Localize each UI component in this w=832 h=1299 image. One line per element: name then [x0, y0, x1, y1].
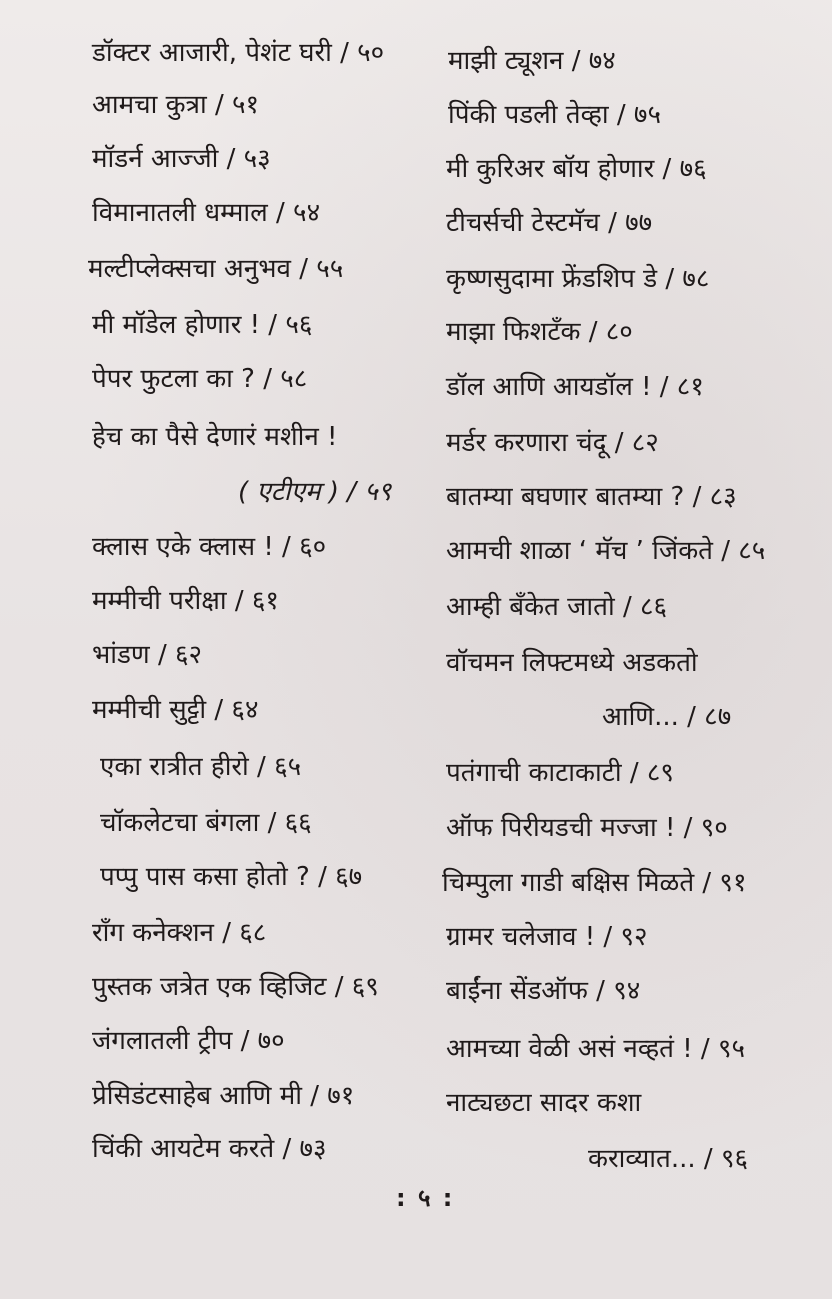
toc-entry: क्लास एके क्लास ! / ६० [92, 532, 327, 562]
toc-entry: ग्रामर चलेजाव ! / ९२ [446, 922, 648, 952]
toc-entry: पुस्तक जत्रेत एक व्हिजिट / ६९ [92, 972, 379, 1002]
toc-entry: मल्टीप्लेक्सचा अनुभव / ५५ [88, 254, 344, 284]
toc-entry-continuation: कराव्यात... / ९६ [588, 1144, 748, 1174]
toc-entry: एका रात्रीत हीरो / ६५ [100, 752, 302, 782]
toc-entry: आमच्या वेळी असं नव्हतं ! / ९५ [446, 1034, 746, 1064]
toc-entry: वॉचमन लिफ्टमध्ये अडकतो [446, 648, 698, 678]
toc-entry: माझी ट्यूशन / ७४ [448, 46, 616, 76]
toc-entry: डॉल आणि आयडॉल ! / ८१ [446, 372, 704, 402]
toc-entry-continuation: आणि... / ८७ [602, 702, 732, 732]
toc-entry: चॉकलेटचा बंगला / ६६ [100, 808, 312, 838]
toc-entry: जंगलातली ट्रीप / ७० [92, 1026, 285, 1056]
toc-entry: मर्डर करणारा चंदू / ८२ [446, 428, 659, 458]
toc-entry: पप्पु पास कसा होतो ? / ६७ [100, 862, 363, 892]
toc-entry: ऑफ पिरीयडची मज्जा ! / ९० [446, 813, 728, 843]
toc-entry: डॉक्टर आजारी, पेशंट घरी / ५० [92, 38, 385, 68]
toc-entry: मी कुरिअर बॉय होणार / ७६ [446, 154, 707, 184]
toc-entry: नाट्यछटा सादर कशा [446, 1088, 642, 1118]
toc-entry: पेपर फुटला का ? / ५८ [92, 364, 308, 394]
toc-entry: रॉंग कनेक्शन / ६८ [92, 918, 267, 948]
toc-entry-continuation: ( एटीएम ) / ५९ [238, 477, 392, 507]
toc-entry: मी मॉडेल होणार ! / ५६ [92, 310, 313, 340]
toc-entry: आमची शाळा ‘ मॅच ’ जिंकते / ८५ [446, 536, 766, 566]
toc-entry: कृष्णसुदामा फ्रेंडशिप डे / ७८ [446, 264, 710, 294]
toc-entry: मम्मीची परीक्षा / ६१ [92, 586, 279, 616]
toc-entry: चिम्पुला गाडी बक्षिस मिळते / ९१ [442, 868, 747, 898]
toc-entry: हेच का पैसे देणारं मशीन ! [92, 422, 338, 452]
toc-entry: प्रेसिडंटसाहेब आणि मी / ७१ [92, 1081, 355, 1111]
toc-entry: विमानातली धम्माल / ५४ [92, 198, 321, 228]
toc-entry: आम्ही बॅंकेत जातो / ८६ [446, 592, 668, 622]
toc-entry: बातम्या बघणार बातम्या ? / ८३ [446, 482, 737, 512]
toc-entry: माझा फिशटॅंक / ८० [446, 317, 633, 347]
toc-entry: चिंकी आयटेम करते / ७३ [92, 1134, 327, 1164]
toc-entry: पतंगाची काटाकाटी / ८९ [446, 758, 674, 788]
toc-entry: पिंकी पडली तेव्हा / ७५ [448, 100, 661, 130]
toc-entry: आमचा कुत्रा / ५१ [92, 90, 260, 120]
toc-entry: भांडण / ६२ [92, 640, 203, 670]
page-number: : ५ : [396, 1184, 455, 1212]
toc-entry: बाईंना सेंडऑफ / ९४ [446, 976, 641, 1006]
toc-entry: मम्मीची सुट्टी / ६४ [92, 695, 259, 725]
toc-entry: टीचर्सची टेस्टमॅच / ७७ [446, 208, 653, 238]
toc-entry: मॉडर्न आज्जी / ५३ [92, 144, 271, 174]
